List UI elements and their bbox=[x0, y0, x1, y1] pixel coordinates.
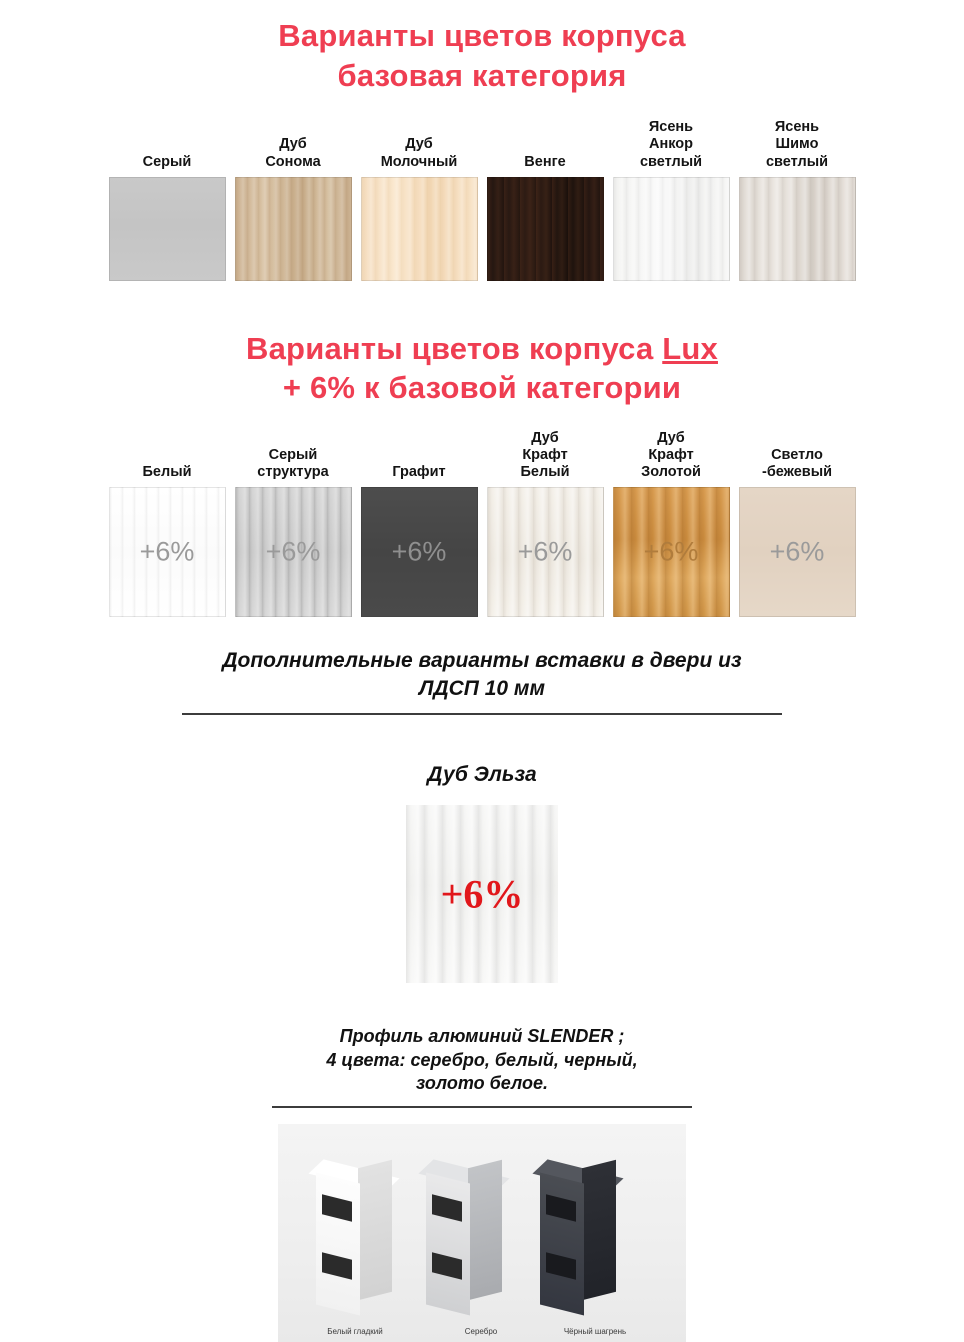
swatch-chip-oak-kraft-gold[interactable] bbox=[613, 487, 730, 617]
swatch-price-badge: +6% bbox=[265, 536, 321, 567]
base-section-title bbox=[0, 0, 964, 95]
swatch-chip-ash-ankor-light[interactable] bbox=[613, 177, 730, 281]
swatch-wenge[interactable] bbox=[482, 121, 608, 281]
swatch-chip-ash-shimo-light[interactable] bbox=[739, 177, 856, 281]
swatch-label: Дуб Крафт Белый bbox=[520, 430, 570, 481]
swatch-white[interactable] bbox=[104, 431, 230, 617]
elza-swatch-wrap bbox=[0, 805, 964, 983]
aluminium-profile-photo bbox=[278, 1124, 686, 1342]
lux-title-line1 bbox=[0, 329, 964, 369]
profile-caption-silver: Серебро bbox=[464, 1327, 498, 1337]
swatch-chip-oak-milk[interactable] bbox=[361, 177, 478, 281]
swatch-price-badge: +6% bbox=[769, 536, 825, 567]
profile-caption-black: Чёрный шагрень bbox=[563, 1327, 627, 1337]
swatch-label: Дуб Сонома bbox=[265, 136, 321, 170]
swatch-label: Ясень Шимо светлый bbox=[765, 119, 829, 170]
swatch-ash-ankor-light[interactable] bbox=[608, 119, 734, 280]
swatch-chip-grey[interactable] bbox=[109, 177, 226, 281]
swatch-chip-light-beige[interactable] bbox=[739, 487, 856, 617]
swatch-label: Венге bbox=[524, 153, 566, 170]
profile-caption-white: Белый гладкий bbox=[327, 1327, 383, 1337]
swatch-chip-wenge[interactable] bbox=[487, 177, 604, 281]
profile-face-side bbox=[358, 1160, 392, 1300]
swatch-oak-milk[interactable] bbox=[356, 121, 482, 281]
swatch-label: Графит bbox=[392, 464, 446, 481]
swatch-chip-oak-sonoma[interactable] bbox=[235, 177, 352, 281]
lux-title-line2: + 6% к базовой категории bbox=[282, 370, 682, 406]
profile-sample-silver bbox=[426, 1164, 522, 1312]
elza-price-badge: +6% bbox=[440, 871, 524, 917]
swatch-graphite[interactable] bbox=[356, 431, 482, 617]
swatch-label: Светло -бежевый bbox=[761, 447, 833, 481]
insert-note-divider bbox=[182, 713, 782, 715]
swatch-chip-oak-elza[interactable] bbox=[406, 805, 558, 983]
swatch-price-badge: +6% bbox=[391, 536, 447, 567]
lux-title-text: Варианты цветов корпуса bbox=[246, 330, 663, 366]
swatch-label: Дуб Молочный bbox=[380, 136, 458, 170]
profile-note-line1: Профиль алюминий SLENDER ; bbox=[339, 1025, 625, 1046]
swatch-price-badge: +6% bbox=[517, 536, 573, 567]
swatch-label: Серый структура bbox=[257, 447, 329, 481]
swatch-light-beige[interactable] bbox=[734, 431, 860, 617]
profile-shape-white bbox=[316, 1164, 412, 1312]
swatch-chip-graphite[interactable] bbox=[361, 487, 478, 617]
swatch-label: Серый bbox=[142, 153, 192, 170]
profile-note-line2: 4 цвета: серебро, белый, черный, bbox=[326, 1049, 638, 1070]
swatch-label: Дуб Крафт Золотой bbox=[641, 430, 701, 481]
swatch-chip-white[interactable] bbox=[109, 487, 226, 617]
profile-sample-white bbox=[316, 1164, 412, 1312]
swatch-label: Белый bbox=[142, 464, 192, 481]
swatch-oak-kraft-white[interactable] bbox=[482, 430, 608, 617]
base-title-line1: Варианты цветов корпуса bbox=[278, 18, 686, 53]
swatch-price-badge: +6% bbox=[139, 536, 195, 567]
insert-note bbox=[0, 647, 964, 702]
profile-note-line3: золото белое. bbox=[415, 1073, 548, 1094]
swatch-price-badge: +6% bbox=[643, 536, 699, 567]
lux-title-lux-word: Lux bbox=[662, 330, 718, 366]
lux-swatch-row bbox=[0, 430, 964, 617]
swatch-oak-sonoma[interactable] bbox=[230, 121, 356, 281]
lux-section-title bbox=[0, 315, 964, 408]
insert-note-line2: ЛДСП 10 мм bbox=[419, 677, 545, 701]
swatch-chip-oak-kraft-white[interactable] bbox=[487, 487, 604, 617]
swatch-label: Ясень Анкор светлый bbox=[639, 119, 703, 170]
profile-face-side bbox=[468, 1160, 502, 1300]
profile-shape-black bbox=[540, 1164, 636, 1312]
swatch-chip-grey-structure[interactable] bbox=[235, 487, 352, 617]
profile-sample-black bbox=[540, 1164, 636, 1312]
swatch-grey-structure[interactable] bbox=[230, 431, 356, 617]
elza-title: Дуб Эльза bbox=[427, 762, 537, 786]
base-title-line2: базовая категория bbox=[337, 57, 627, 93]
swatch-oak-kraft-gold[interactable] bbox=[608, 430, 734, 617]
profile-note-divider bbox=[272, 1106, 692, 1108]
insert-note-line1: Дополнительные варианты вставки в двери из bbox=[222, 649, 742, 673]
swatch-ash-shimo-light[interactable] bbox=[734, 119, 860, 280]
profile-note bbox=[0, 1025, 964, 1096]
base-swatch-row bbox=[0, 119, 964, 280]
profile-shape-silver bbox=[426, 1164, 522, 1312]
swatch-grey[interactable] bbox=[104, 121, 230, 281]
profile-face-side bbox=[582, 1160, 616, 1300]
